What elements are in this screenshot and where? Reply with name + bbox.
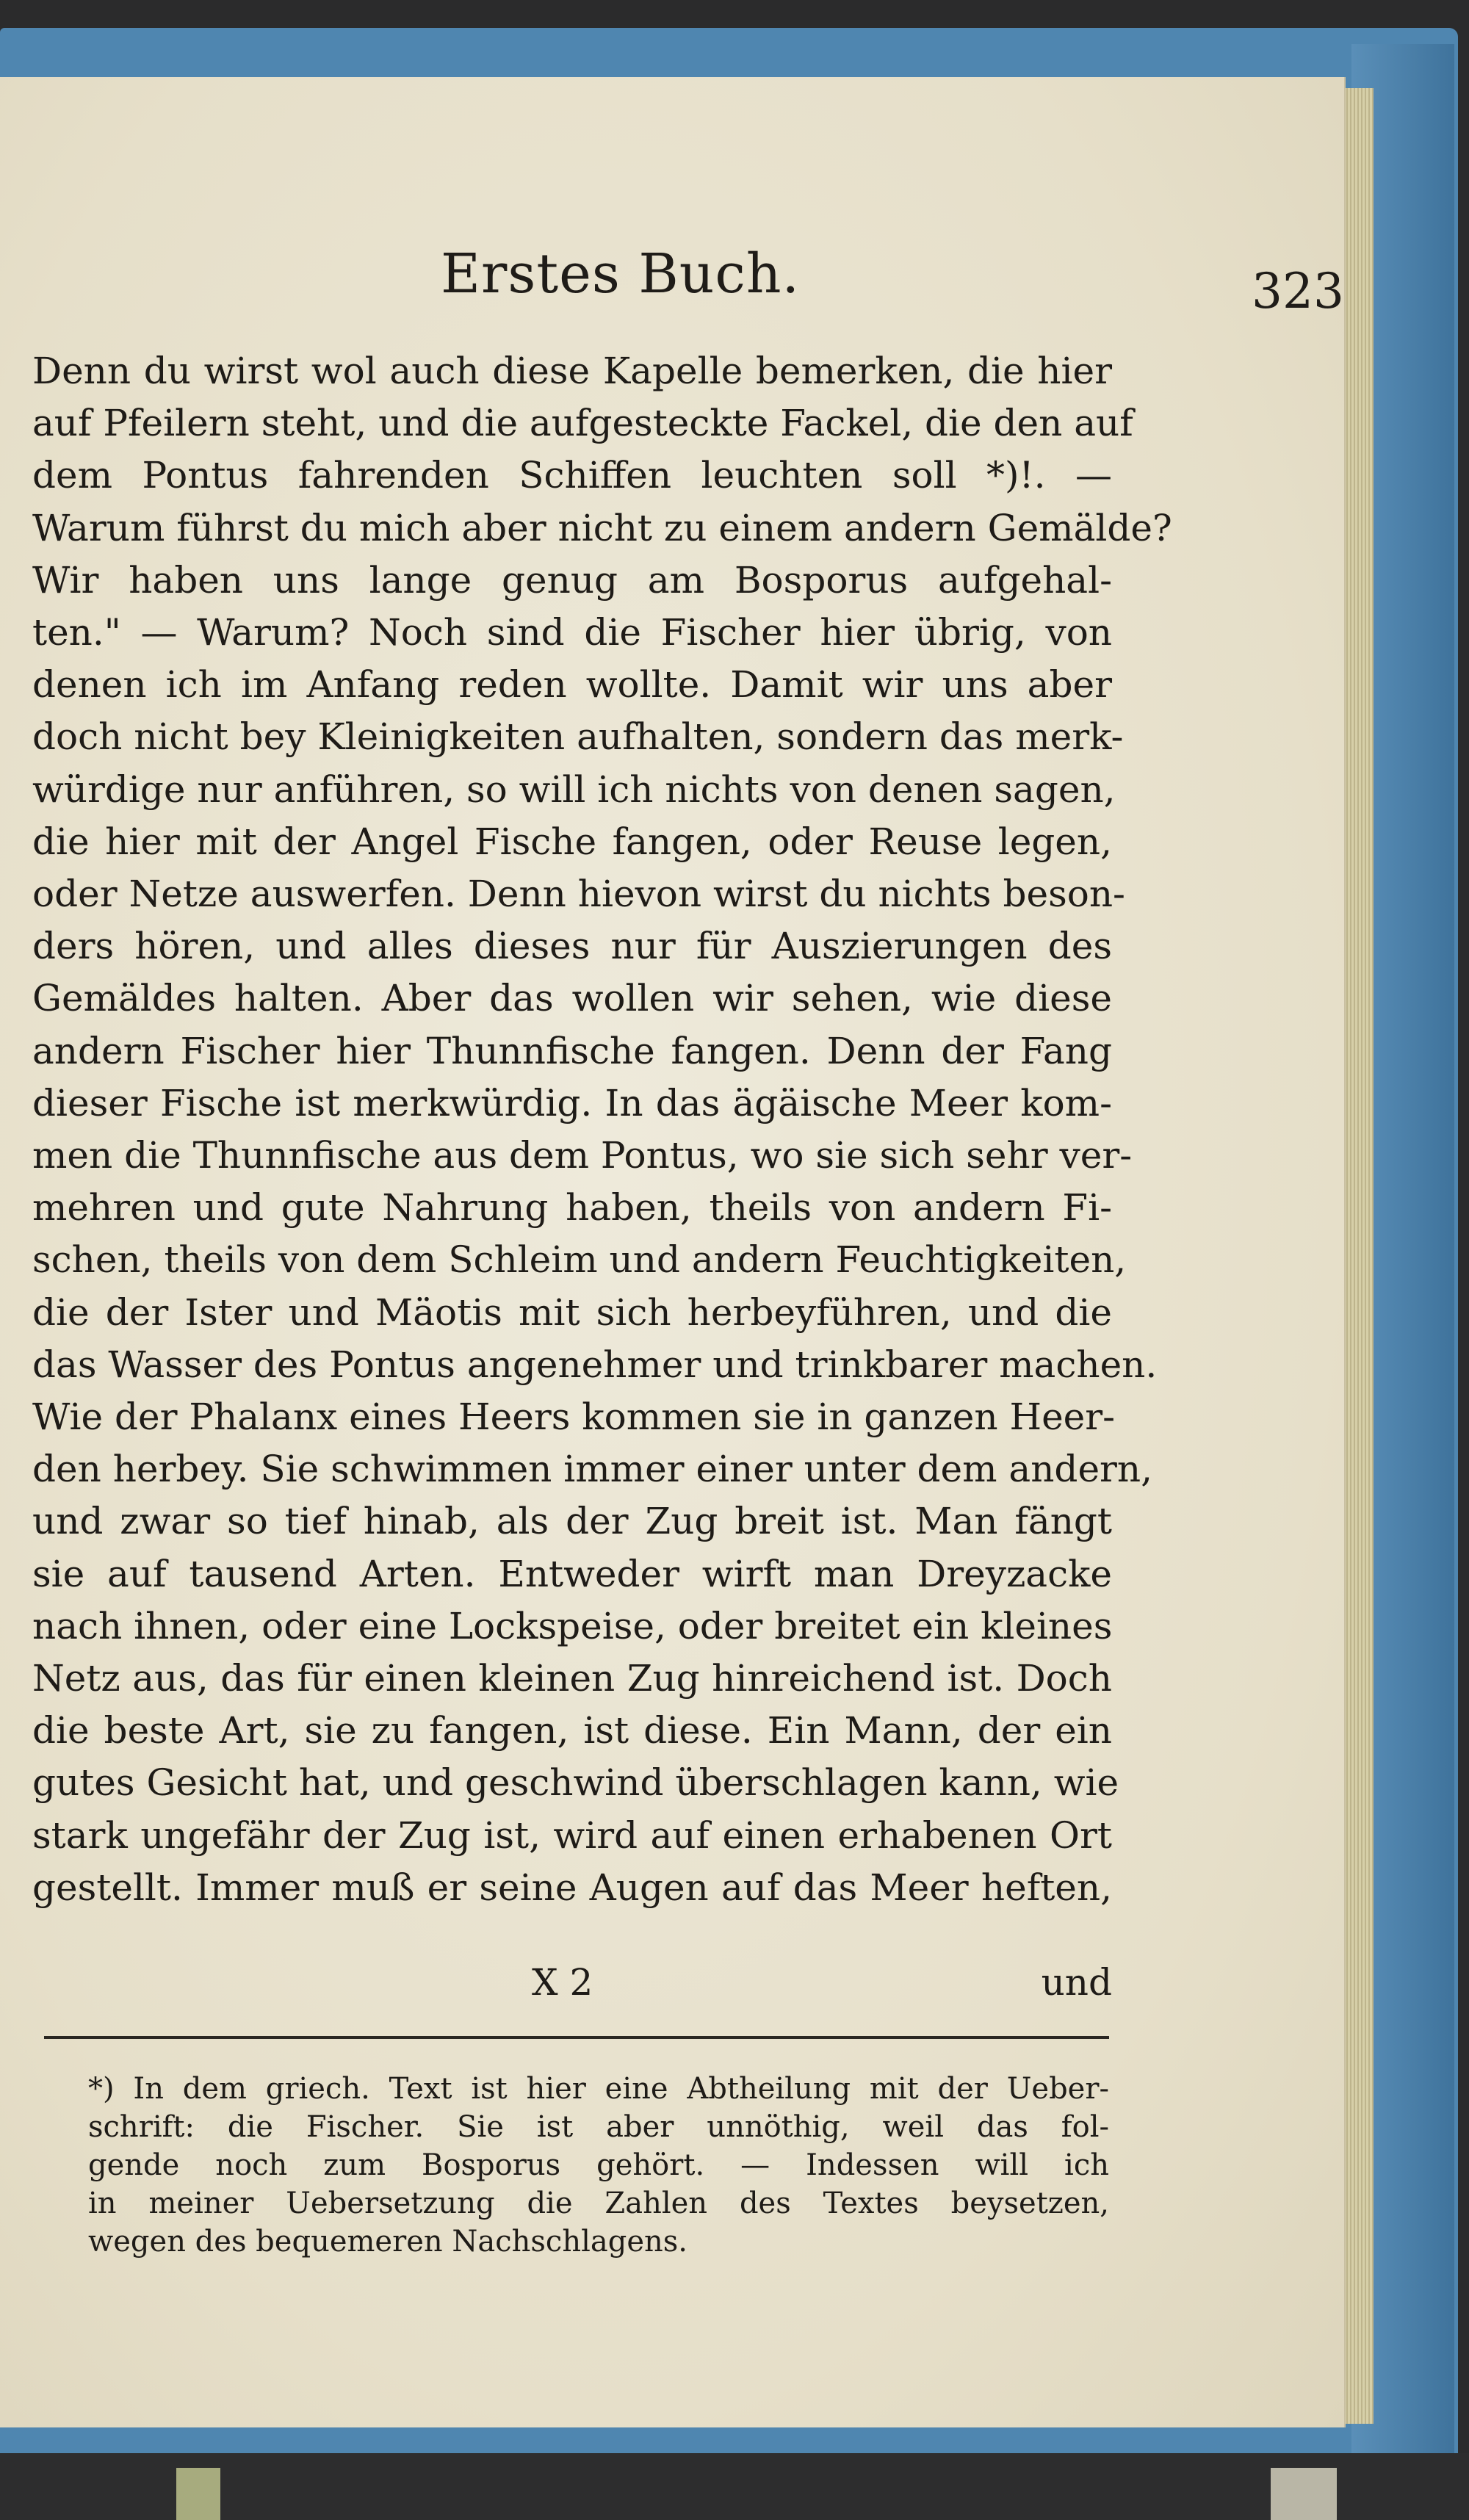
text-line: nach ihnen, oder eine Lockspeise, oder breitet ein kleines bbox=[32, 1604, 1113, 1647]
text-line: andern Fischer hier Thunnfische fangen. Denn der Fang bbox=[32, 1029, 1112, 1072]
footnote-line: *) In dem griech. Text ist hier eine Abtheilung mit der Ueber- bbox=[88, 2072, 1109, 2106]
footnote-line: gende noch zum Bosporus gehört. — Indessen will ich bbox=[88, 2148, 1109, 2182]
text-line: Wie der Phalanx eines Heers kommen sie in ganzen Heer- bbox=[32, 1396, 1116, 1439]
text-line: men die Thunnfische aus dem Pontus, wo sie sich sehr ver- bbox=[32, 1134, 1133, 1177]
footnote-line: wegen des bequemeren Nachschlagens. bbox=[88, 2225, 687, 2259]
footnote bbox=[88, 2070, 1109, 2261]
text-line: dieser Fische ist merkwürdig. In das ägäische Meer kom- bbox=[32, 1081, 1112, 1124]
background-strip bbox=[0, 2453, 1469, 2520]
page-number: 323 bbox=[1252, 263, 1344, 319]
text-line: das Wasser des Pontus angenehmer und trinkbarer machen. bbox=[32, 1343, 1158, 1386]
text-line: denen ich im Anfang reden wollte. Damit wir uns aber bbox=[32, 663, 1112, 707]
text-line: gestellt. Immer muß er seine Augen auf das Meer heften, bbox=[32, 1866, 1112, 1909]
text-line: stark ungefähr der Zug ist, wird auf einen erhabenen Ort bbox=[32, 1813, 1112, 1857]
text-line: doch nicht bey Kleinigkeiten aufhalten, sondern das merk- bbox=[32, 715, 1124, 759]
signature-row bbox=[32, 1961, 1112, 2012]
text-line: ten." — Warum? Noch sind die Fischer hier übrig, von bbox=[32, 611, 1112, 654]
body-text bbox=[32, 345, 1172, 1914]
text-line: Netz aus, das für einen kleinen Zug hinreichend ist. Doch bbox=[32, 1657, 1112, 1700]
text-line: die der Ister und Mäotis mit sich herbeyführen, und die bbox=[32, 1290, 1112, 1334]
bookmark-ribbon bbox=[176, 2468, 220, 2520]
text-line: sie auf tausend Arten. Entweder wirft man Dreyzacke bbox=[32, 1552, 1112, 1595]
text-line: Wir haben uns lange genug am Bosporus aufgehal- bbox=[32, 558, 1112, 602]
text-line: Denn du wirst wol auch diese Kapelle bemerken, die hier bbox=[32, 350, 1112, 392]
bookmark-tab bbox=[1271, 2468, 1337, 2520]
text-line: die beste Art, sie zu fangen, ist diese. Ein Mann, der ein bbox=[32, 1709, 1112, 1752]
footnote-line: in meiner Uebersetzung die Zahlen des Textes beysetzen, bbox=[88, 2187, 1109, 2220]
footnote-rule bbox=[44, 2036, 1109, 2039]
text-line: die hier mit der Angel Fische fangen, oder Reuse legen, bbox=[32, 820, 1112, 863]
text-line: und zwar so tief hinab, als der Zug breit ist. Man fängt bbox=[32, 1500, 1112, 1543]
text-line: würdige nur anführen, so will ich nichts von denen sagen, bbox=[32, 768, 1116, 811]
printer-signature: X 2 bbox=[532, 1961, 593, 2004]
text-line: schen, theils von dem Schleim und andern Feuchtigkeiten, bbox=[32, 1238, 1127, 1282]
text-line: Gemäldes halten. Aber das wollen wir sehen, wie diese bbox=[32, 977, 1112, 1020]
text-line: Warum führst du mich aber nicht zu einem andern Gemälde? bbox=[32, 506, 1172, 549]
text-line: gutes Gesicht hat, und geschwind überschlagen kann, wie bbox=[32, 1761, 1119, 1805]
text-line: dem Pontus fahrenden Schiffen leuchten soll *)!. — bbox=[32, 454, 1112, 497]
text-line: ders hören, und alles dieses nur für Auszierungen des bbox=[32, 925, 1112, 968]
text-line: den herbey. Sie schwimmen immer einer unter dem andern, bbox=[32, 1448, 1153, 1491]
footnote-line: schrift: die Fischer. Sie ist aber unnöthig, weil das fol- bbox=[88, 2110, 1109, 2144]
page-header bbox=[29, 242, 1344, 323]
text-line: oder Netze auswerfen. Denn hievon wirst du nichts beson- bbox=[32, 873, 1125, 916]
text-line: mehren und gute Nahrung haben, theils von andern Fi- bbox=[32, 1186, 1112, 1230]
catchword: und bbox=[1041, 1961, 1112, 2004]
running-title: Erstes Buch. bbox=[441, 242, 801, 306]
text-line: auf Pfeilern steht, und die aufgesteckte Fackel, die den auf bbox=[32, 402, 1133, 445]
